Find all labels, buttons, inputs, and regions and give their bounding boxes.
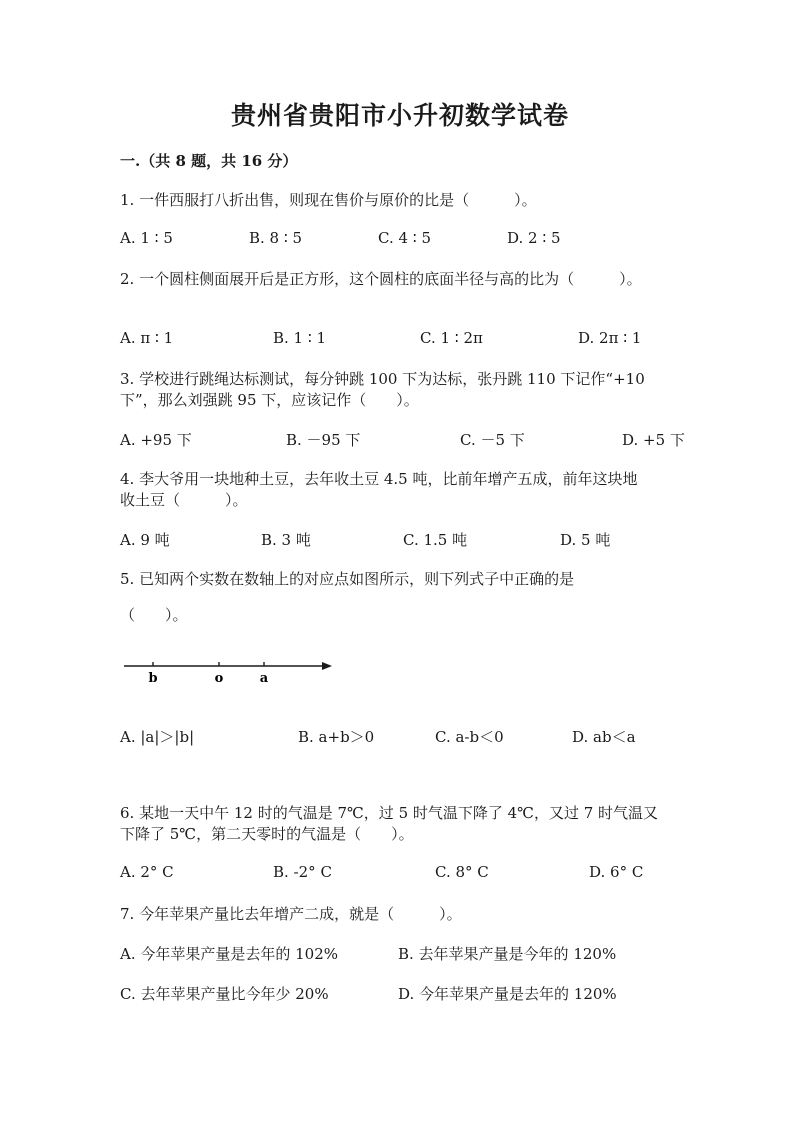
question-1-option-b: B. 8 ∶ 5 (249, 229, 303, 247)
question-3-option-d: D. +5 下 (622, 431, 685, 449)
question-5-option-d: D. ab＜a (572, 728, 636, 746)
question-1-option-c: C. 4 ∶ 5 (378, 229, 432, 247)
question-3-option-a: A. +95 下 (120, 431, 192, 449)
question-4-option-c: C. 1.5 吨 (403, 531, 468, 549)
number-line-figure (120, 650, 340, 690)
question-6-text-line-1: 6. 某地一天中午 12 时的气温是 7℃，过 5 时气温下降了 4℃，又过 7 时气温又 (120, 804, 659, 822)
question-2-option-c: C. 1 ∶ 2π (420, 329, 483, 347)
question-4-text-line-1: 4. 李大爷用一块地种土豆，去年收土豆 4.5 吨，比前年增产五成，前年这块地 (120, 470, 638, 488)
question-7-option-c: C. 去年苹果产量比今年少 20% (120, 985, 329, 1003)
question-5-option-b: B. a+b＞0 (298, 728, 375, 746)
section-heading: 一.（共 8 题，共 16 分） (120, 152, 298, 170)
axis-label-a: a (259, 671, 269, 686)
question-5-text-line-2: （ ）。 (120, 606, 188, 624)
number-line-arrow (322, 662, 332, 670)
question-1-option-d: D. 2 ∶ 5 (507, 229, 561, 247)
question-7-option-a: A. 今年苹果产量是去年的 102% (120, 945, 339, 963)
question-3-text-line-1: 3. 学校进行跳绳达标测试，每分钟跳 100 下为达标，张丹跳 110 下记作“+10 (120, 370, 645, 388)
question-1-option-a: A. 1 ∶ 5 (120, 229, 173, 247)
question-6-option-d: D. 6° C (589, 863, 644, 881)
question-2-option-d: D. 2π ∶ 1 (578, 329, 642, 347)
question-4-option-d: D. 5 吨 (560, 531, 611, 549)
question-2-option-b: B. 1 ∶ 1 (273, 329, 327, 347)
question-7-option-b: B. 去年苹果产量是今年的 120% (398, 945, 617, 963)
question-2-text: 2. 一个圆柱侧面展开后是正方形，这个圆柱的底面半径与高的比为（ ）。 (120, 270, 642, 288)
question-5-option-a: A. |a|＞|b| (120, 728, 195, 746)
question-5-text-line-1: 5. 已知两个实数在数轴上的对应点如图所示，则下列式子中正确的是 (120, 570, 575, 588)
question-4-option-b: B. 3 吨 (261, 531, 311, 549)
question-3-text-line-2: 下”，那么刘强跳 95 下，应该记作（ ）。 (120, 391, 419, 409)
question-1-text: 1. 一件西服打八折出售，则现在售价与原价的比是（ ）。 (120, 191, 537, 209)
question-4-text-line-2: 收土豆（ ）。 (120, 491, 248, 509)
question-6-option-a: A. 2° C (120, 863, 174, 881)
axis-label-b: b (148, 671, 158, 686)
question-7-text: 7. 今年苹果产量比去年增产二成，就是（ ）。 (120, 905, 462, 923)
question-3-option-b: B. －95 下 (286, 431, 361, 449)
question-7-option-d: D. 今年苹果产量是去年的 120% (398, 985, 617, 1003)
question-6-option-c: C. 8° C (435, 863, 489, 881)
page-title: 贵州省贵阳市小升初数学试卷 (230, 101, 569, 130)
question-2-option-a: A. π ∶ 1 (120, 329, 174, 347)
question-3-option-c: C. －5 下 (460, 431, 525, 449)
question-4-option-a: A. 9 吨 (120, 531, 170, 549)
axis-label-o: o (214, 671, 224, 686)
question-5-option-c: C. a-b＜0 (435, 728, 504, 746)
question-6-option-b: B. -2° C (273, 863, 332, 881)
question-6-text-line-2: 下降了 5℃，第二天零时的气温是（ ）。 (120, 825, 414, 843)
